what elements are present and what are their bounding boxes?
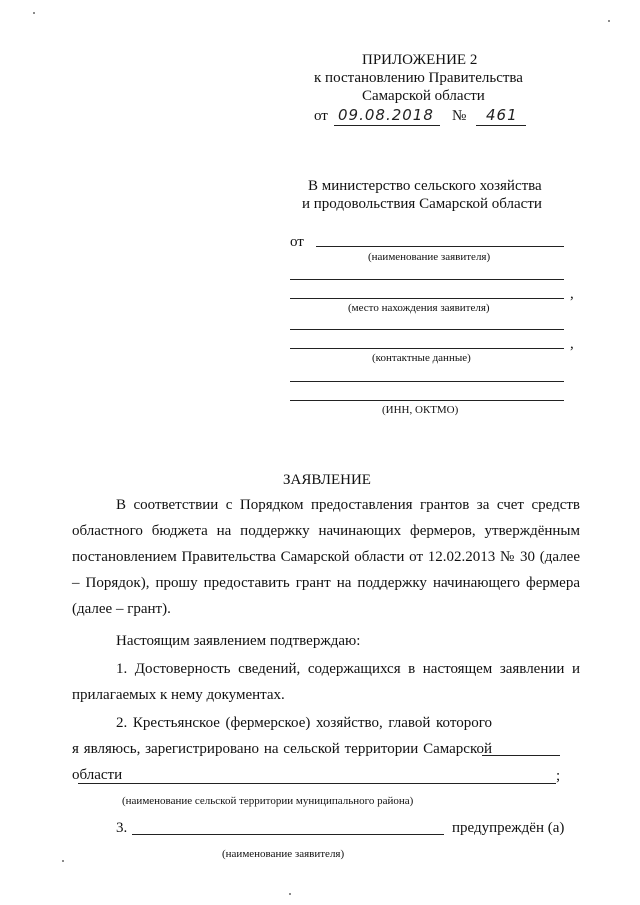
handwritten-date: 09.08.2018 xyxy=(338,106,434,124)
appendix-line-1: к постановлению Правительства xyxy=(314,70,523,86)
caption-location: (место нахождения заявителя) xyxy=(348,302,490,314)
scan-speck xyxy=(608,20,610,22)
contacts-line-1 xyxy=(290,329,564,330)
number-underline xyxy=(476,125,526,126)
paragraph-1-text: В соответствии с Порядком предоставления грантов за счет средств областного бюджета на поддержку начинающих фермеров, утверждённым постановлением Правительства Самарской области от 12.02.2013 № 30 (далее – Порядок), прошу предоставить грант на поддержку начинающего фермера (далее – грант). xyxy=(72,497,580,617)
item-3-applicant-line xyxy=(132,834,444,835)
applicant-from-label: от xyxy=(290,234,304,250)
scan-speck xyxy=(62,860,64,862)
inn-line-2 xyxy=(290,400,564,401)
handwritten-number: 461 xyxy=(486,106,518,124)
caption-applicant-bottom: (наименование заявителя) xyxy=(222,848,345,860)
appendix-title: ПРИЛОЖЕНИЕ 2 xyxy=(362,52,478,68)
location-line-1 xyxy=(290,279,564,280)
scan-speck xyxy=(289,893,291,895)
territory-line-1 xyxy=(482,755,560,756)
appendix-number-label: № xyxy=(452,108,467,124)
paragraph-3 xyxy=(72,656,580,708)
applicant-name-line xyxy=(316,246,564,247)
inn-line-1 xyxy=(290,381,564,382)
paragraph-3-text: 1. Достоверность сведений, содержащихся в настоящем заявлении и прилагаемых к нему документах. xyxy=(72,661,580,703)
contacts-comma: , xyxy=(570,336,574,352)
territory-end-mark: ; xyxy=(556,768,561,784)
addressee-line-2: и продовольствия Самарской области xyxy=(302,196,542,212)
item-3-text: предупреждён (а) xyxy=(452,820,565,836)
paragraph-2-text: Настоящим заявлением подтверждаю: xyxy=(116,633,361,649)
paragraph-4 xyxy=(72,710,492,788)
caption-contacts: (контактные данные) xyxy=(372,352,471,364)
caption-applicant-name: (наименование заявителя) xyxy=(368,251,491,263)
caption-territory: (наименование сельской территории муниципального района) xyxy=(122,795,414,807)
caption-inn: (ИНН, ОКТМО) xyxy=(382,404,459,416)
location-comma: , xyxy=(570,286,574,302)
territory-line-2 xyxy=(78,783,556,784)
paragraph-4-text: 2. Крестьянское (фермерское) хозяйство, главой которого я являюсь, зарегистрировано на сельской территории Самарской области xyxy=(72,715,492,783)
appendix-date-label: от xyxy=(314,108,328,124)
paragraph-1 xyxy=(72,492,580,622)
paragraph-2 xyxy=(72,628,580,654)
date-underline xyxy=(334,125,440,126)
addressee-line-1: В министерство сельского хозяйства xyxy=(308,178,542,194)
location-line-2 xyxy=(290,298,564,299)
scan-speck xyxy=(33,12,35,14)
item-3-number: 3. xyxy=(116,820,128,836)
contacts-line-2 xyxy=(290,348,564,349)
statement-title: ЗАЯВЛЕНИЕ xyxy=(283,472,371,488)
appendix-line-2: Самарской области xyxy=(362,88,485,104)
